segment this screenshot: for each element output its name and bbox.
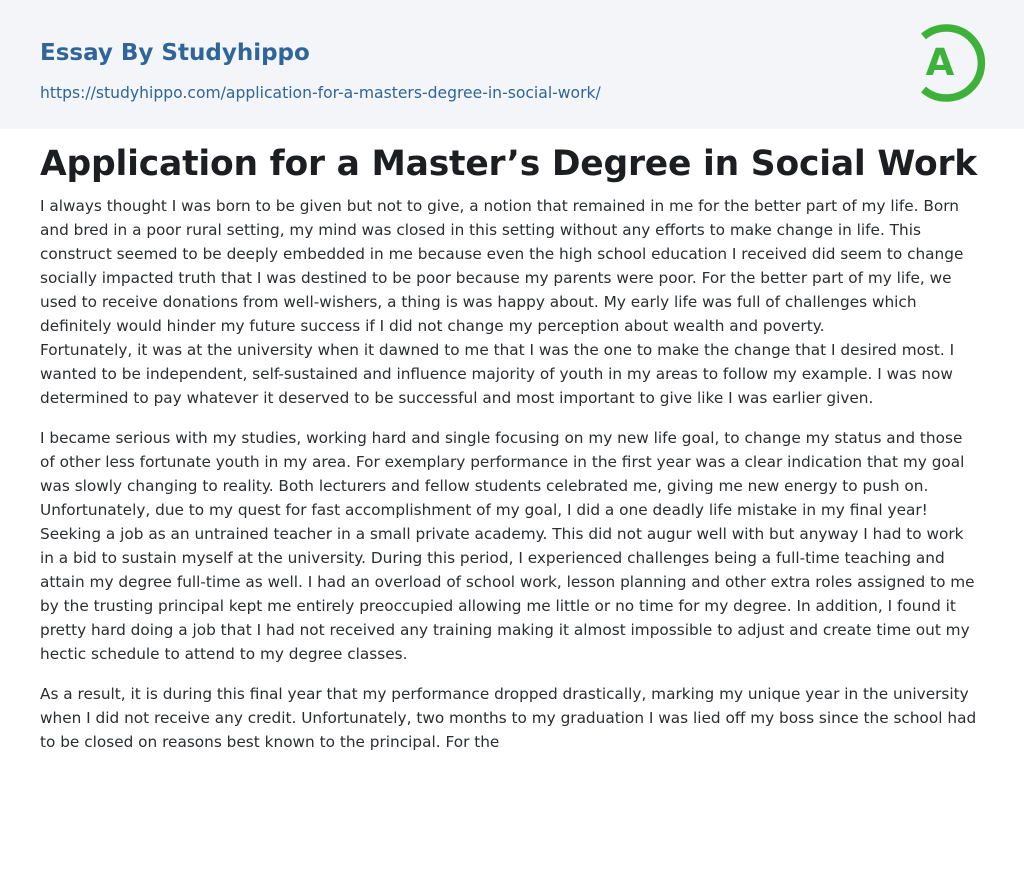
essay-body xyxy=(40,194,980,754)
essay-title: Application for a Master’s Degree in Social Work xyxy=(40,144,978,184)
site-brand[interactable]: Essay By Studyhippo xyxy=(40,40,310,66)
logo-letter: A xyxy=(925,41,955,84)
site-header xyxy=(0,0,1024,129)
page-url-link[interactable]: https://studyhippo.com/application-for-a-masters-degree-in-social-work/ xyxy=(40,84,601,102)
essay-paragraph: I always thought I was born to be given but not to give, a notion that remained in me for the better part of my life. Born and bred in a poor rural setting, my mind was closed in this setting without any efforts to make change in life. This construct seemed to be deeply embedded in me because even the high school education I received did seem to change socially impacted truth that I was destined to be poor because my parents were poor. For the better part of my life, we used to receive donations from well-wishers, a thing is was happy about. My early life was full of challenges which definitely would hinder my future success if I did not change my perception about wealth and poverty. xyxy=(40,197,964,335)
essay-paragraph: Fortunately, it was at the university when it dawned to me that I was the one to make the change that I desired most. I wanted to be independent, self-sustained and influence majority of youth in my areas to follow my example. I was now determined to pay whatever it deserved to be successful and most important to give like I was earlier given. xyxy=(40,341,955,407)
essay-paragraph: I became serious with my studies, working hard and single focusing on my new life goal, to change my status and those of other less fortunate youth in my area. For exemplary performance in the first year was a clear indication that my goal was slowly changing to reality. Both lecturers and fellow students celebrated me, giving me new energy to push on. Unfortunately, due to my quest for fast accomplishment of my goal, I did a one deadly life mistake in my final year! Seeking a job as an untrained teacher in a small private academy. This did not augur well with but anyway I had to work in a bid to sustain myself at the university. During this period, I experienced challenges being a full-time teaching and attain my degree full-time as well. I had an overload of school work, lesson planning and other extra roles assigned to me by the trusting principal kept me entirely preoccupied allowing me little or no time for my degree. In addition, I found it pretty hard doing a job that I had not received any training making it almost impossible to adjust and create time out my hectic schedule to attend to my degree classes. xyxy=(40,429,975,663)
essay-paragraph: As a result, it is during this final year that my performance dropped drastically, marking my unique year in the university when I did not receive any credit. Unfortunately, two months to my graduation I was lied off my boss since the school had to be closed on reasons best known to the principal. For the xyxy=(40,685,977,751)
studyhippo-logo-icon[interactable] xyxy=(910,19,988,107)
